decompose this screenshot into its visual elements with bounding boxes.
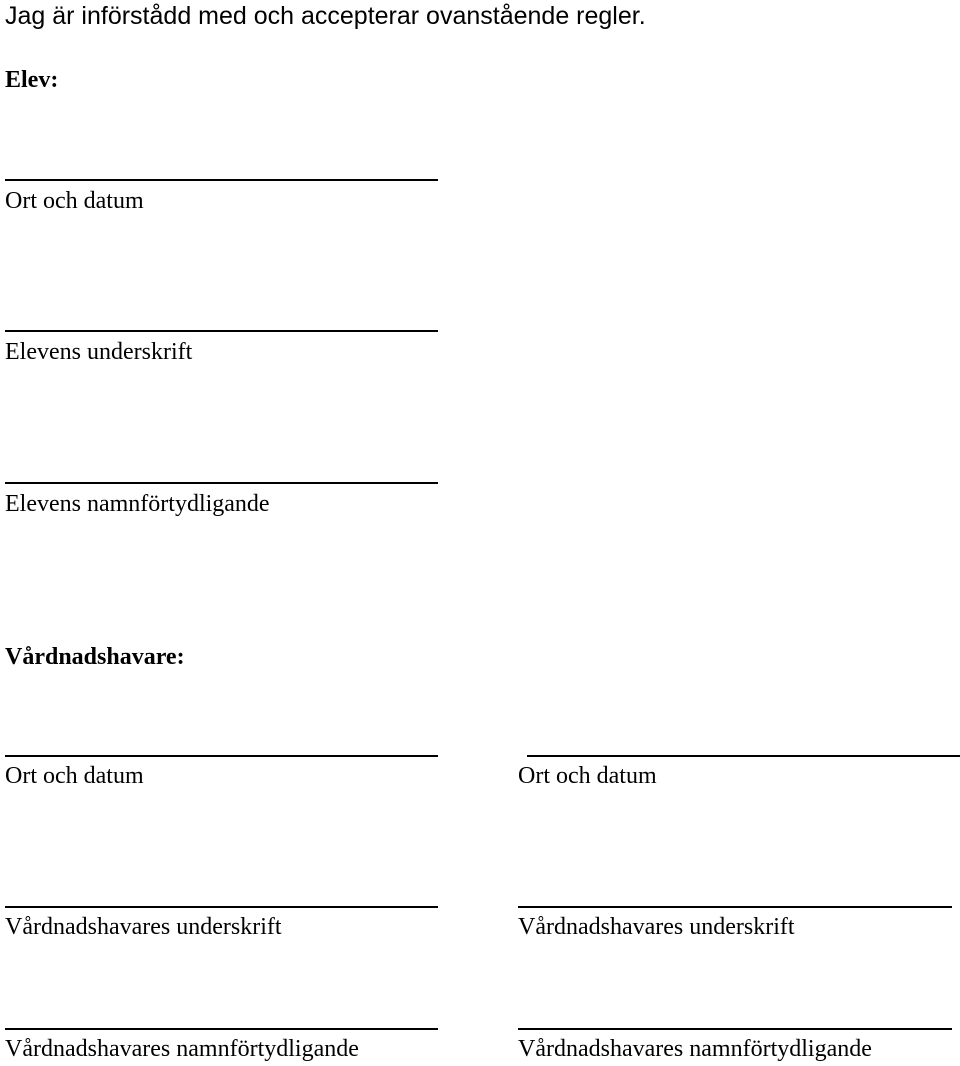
guardian-right-signature-line[interactable] (518, 906, 952, 908)
student-signature-line[interactable] (5, 330, 438, 332)
guardian-heading: Vårdnadshavare: (5, 644, 185, 670)
guardian-left-signature-line[interactable] (5, 906, 438, 908)
student-name-clarification-label: Elevens namnförtydligande (5, 491, 270, 517)
guardian-left-signature-label: Vårdnadshavares underskrift (5, 914, 282, 940)
guardian-left-place-date-label: Ort och datum (5, 763, 144, 789)
student-signature-label: Elevens underskrift (5, 339, 193, 365)
guardian-right-name-clarification-line[interactable] (518, 1028, 952, 1030)
guardian-right-place-date-label: Ort och datum (518, 763, 657, 789)
guardian-right-place-date-line[interactable] (527, 755, 960, 757)
student-name-clarification-line[interactable] (5, 482, 438, 484)
student-place-date-line[interactable] (5, 179, 438, 181)
guardian-left-name-clarification-line[interactable] (5, 1028, 438, 1030)
student-place-date-label: Ort och datum (5, 188, 144, 214)
guardian-left-place-date-line[interactable] (5, 755, 438, 757)
guardian-right-name-clarification-label: Vårdnadshavares namnförtydligande (518, 1036, 872, 1062)
guardian-right-signature-label: Vårdnadshavares underskrift (518, 914, 795, 940)
guardian-left-name-clarification-label: Vårdnadshavares namnförtydligande (5, 1036, 359, 1062)
student-heading: Elev: (5, 67, 59, 93)
agreement-statement: Jag är införstådd med och accepterar ovanstående regler. (5, 2, 646, 30)
